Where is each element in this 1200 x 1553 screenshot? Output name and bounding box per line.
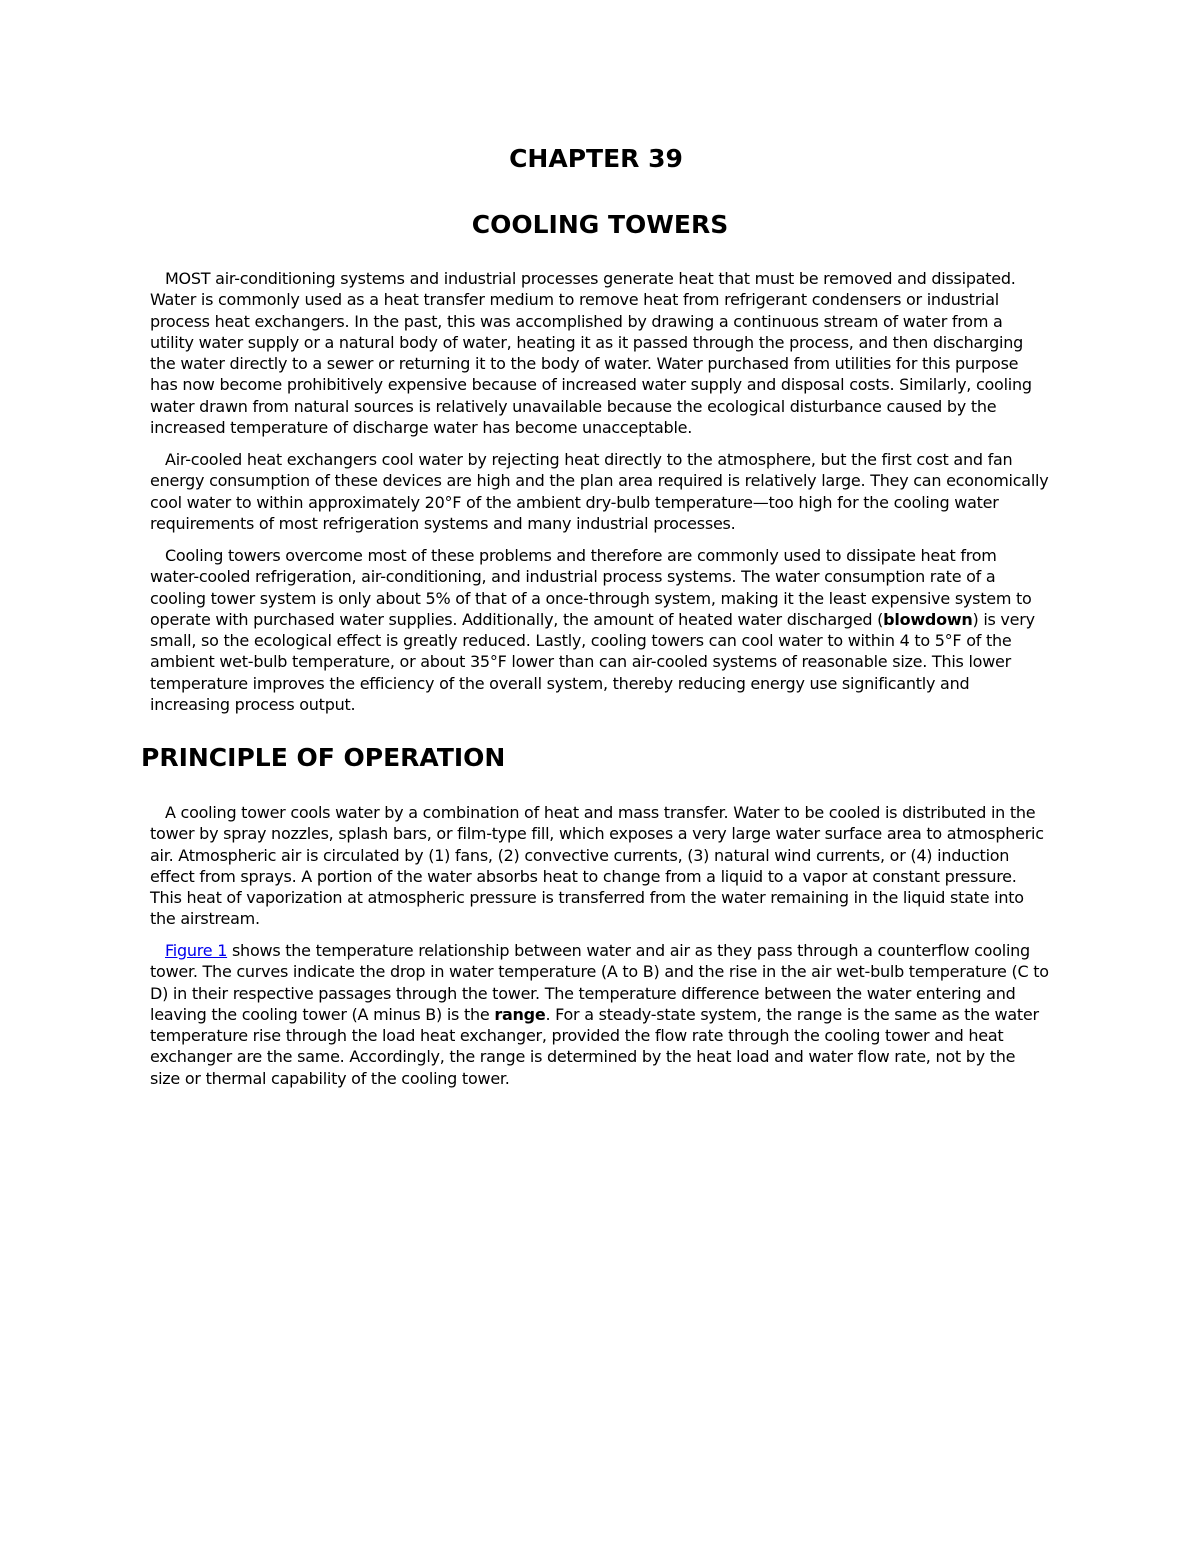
- intro-paragraph-3: [150, 545, 1050, 715]
- intro-paragraph-2-text: Air-cooled heat exchangers cool water by rejecting heat directly to the atmosphere, but the first cost and fan energy consumption of these devices are high and the plan area required is relatively large. They can economically cool water to within approximately 20°F of the ambient dry-bulb temperature—too high for the cooling water requirements of most refrigeration systems and many industrial processes.: [150, 450, 1049, 533]
- intro-paragraph-1: [150, 268, 1050, 438]
- section-heading: PRINCIPLE OF OPERATION: [141, 743, 506, 772]
- intro-paragraph-3-text-a: Cooling towers overcome most of these problems and therefore are commonly used to dissipate heat from water-cooled refrigeration, air-conditioning, and industrial process systems. The water consumption rate of a cooling tower system is only about 5% of that of a once-through system, making it the least expensive system to operate with purchased water supplies. Additionally, the amount of heated water discharged (: [150, 546, 1032, 629]
- section-paragraph-2: [150, 940, 1050, 1089]
- chapter-title: COOLING TOWERS: [471, 210, 729, 239]
- intro-paragraph-3-text-b: ) is very small, so the ecological effect is greatly reduced. Lastly, cooling towers can cool water to within 4 to 5°F of the ambient wet-bulb temperature, or about 35°F lower than can air-cooled systems of reasonable size. This lower temperature improves the efficiency of the overall system, thereby reducing energy use significantly and increasing process output.: [150, 609, 1035, 715]
- intro-paragraph-2: [150, 449, 1050, 534]
- intro-paragraph-1-text: MOST air-conditioning systems and industrial processes generate heat that must be removed and dissipated. Water is commonly used as a heat transfer medium to remove heat from refrigerant condensers or industrial process heat exchangers. In the past, this was accomplished by drawing a continuous stream of water from a utility water supply or a natural body of water, heating it as it passed through the process, and then discharging the water directly to a sewer or returning it to the body of water. Water purchased from utilities for this purpose has now become prohibitively expensive because of increased water supply and disposal costs. Similarly, cooling water drawn from natural sources is relatively unavailable because the ecological disturbance caused by the increased temperature of discharge water has become unacceptable.: [150, 269, 1032, 438]
- section-paragraph-2-text-a: shows the temperature relationship between water and air as they pass through a counterflow cooling tower. The curves indicate the drop in water temperature (A to B) and the rise in the air wet-bulb temperature (C to D) in their respective passages through the tower. The temperature difference between the water entering and leaving the cooling tower (A minus B) is the: [150, 941, 1049, 1024]
- blowdown-term: blowdown: [883, 609, 973, 629]
- figure-1-link[interactable]: Figure 1: [165, 941, 228, 960]
- section-paragraph-1-text: A cooling tower cools water by a combination of heat and mass transfer. Water to be cooled is distributed in the tower by spray nozzles, splash bars, or film-type fill, which exposes a very large water surface area to atmospheric air. Atmospheric air is circulated by (1) fans, (2) convective currents, (3) natural wind currents, or (4) induction effect from sprays. A portion of the water absorbs heat to change from a liquid to a vapor at constant pressure. This heat of vaporization at atmospheric pressure is transferred from the water remaining in the liquid state into the airstream.: [150, 803, 1044, 929]
- section-paragraph-2-text-b: . For a steady-state system, the range is the same as the water temperature rise through the load heat exchanger, provided the flow rate through the cooling tower and heat exchanger are the same. Accordingly, the range is determined by the heat load and water flow rate, not by the size or thermal capability of the cooling tower.: [150, 1004, 1039, 1088]
- section-paragraph-1: [150, 802, 1050, 930]
- chapter-number: CHAPTER 39: [509, 144, 683, 173]
- range-term: range: [494, 1004, 546, 1024]
